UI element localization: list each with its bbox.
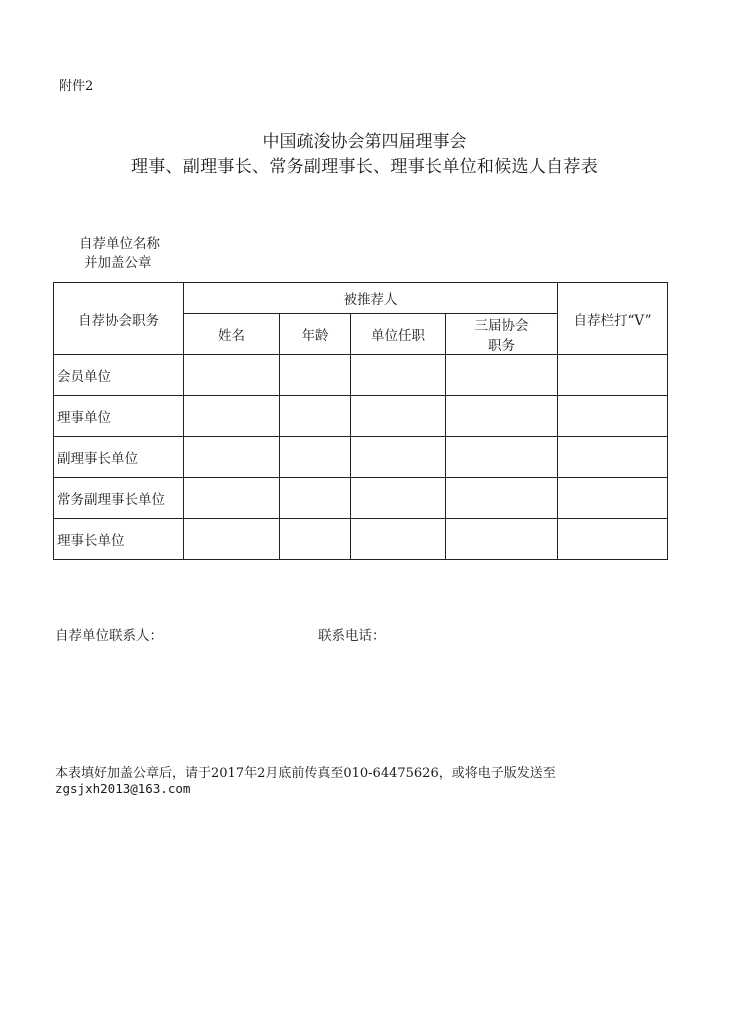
submission-note: 本表填好加盖公章后，请于2017年2月底前传真至010-64475626，或将电子版发送至 <box>55 766 556 781</box>
table-row <box>54 519 668 560</box>
cell-check[interactable] <box>558 396 668 437</box>
header-nominee-group: 被推荐人 <box>184 283 558 314</box>
row-label-executive-vice-chair: 常务副理事长单位 <box>54 478 184 519</box>
cell-name[interactable] <box>184 437 280 478</box>
header-age: 年龄 <box>280 314 351 355</box>
contact-phone-label: 联系电话： <box>318 628 386 644</box>
attachment-label: 附件2 <box>59 79 94 94</box>
cell-age[interactable] <box>280 437 351 478</box>
cell-unit-post[interactable] <box>351 478 446 519</box>
cell-unit-post[interactable] <box>351 355 446 396</box>
contact-person-label: 自荐单位联系人： <box>55 628 163 644</box>
row-label-vice-chair: 副理事长单位 <box>54 437 184 478</box>
cell-unit-post[interactable] <box>351 519 446 560</box>
cell-unit-post[interactable] <box>351 437 446 478</box>
cell-check[interactable] <box>558 519 668 560</box>
cell-assoc-post[interactable] <box>446 519 558 560</box>
header-name: 姓名 <box>184 314 280 355</box>
cell-assoc-post[interactable] <box>446 437 558 478</box>
document-title: 中国疏浚协会第四届理事会 <box>262 132 467 152</box>
cell-name[interactable] <box>184 478 280 519</box>
document-subtitle: 理事、副理事长、常务副理事长、理事长单位和候选人自荐表 <box>130 157 599 177</box>
cell-assoc-post[interactable] <box>446 396 558 437</box>
cell-age[interactable] <box>280 478 351 519</box>
header-position: 自荐协会职务 <box>54 283 184 355</box>
table-row <box>54 396 668 437</box>
header-assoc-post <box>446 314 558 355</box>
row-label-chair: 理事长单位 <box>54 519 184 560</box>
header-assoc-post-line1: 三届协会 <box>474 318 529 334</box>
cell-check[interactable] <box>558 355 668 396</box>
table-row <box>54 478 668 519</box>
cell-check[interactable] <box>558 478 668 519</box>
cell-assoc-post[interactable] <box>446 355 558 396</box>
cell-assoc-post[interactable] <box>446 478 558 519</box>
self-unit-seal-label: 并加盖公章 <box>84 255 152 271</box>
cell-unit-post[interactable] <box>351 396 446 437</box>
header-check: 自荐栏打“V” <box>558 283 668 355</box>
table-row <box>54 355 668 396</box>
row-label-director: 理事单位 <box>54 396 184 437</box>
self-unit-name-label: 自荐单位名称 <box>79 236 160 252</box>
submission-email: zgsjxh2013@163.com <box>55 781 191 796</box>
cell-check[interactable] <box>558 437 668 478</box>
cell-age[interactable] <box>280 396 351 437</box>
header-assoc-post-line2: 职务 <box>488 338 515 354</box>
cell-age[interactable] <box>280 519 351 560</box>
cell-name[interactable] <box>184 396 280 437</box>
cell-name[interactable] <box>184 519 280 560</box>
row-label-member: 会员单位 <box>54 355 184 396</box>
table-row <box>54 437 668 478</box>
cell-age[interactable] <box>280 355 351 396</box>
cell-name[interactable] <box>184 355 280 396</box>
nomination-table <box>53 282 668 560</box>
header-unit-post: 单位任职 <box>351 314 446 355</box>
